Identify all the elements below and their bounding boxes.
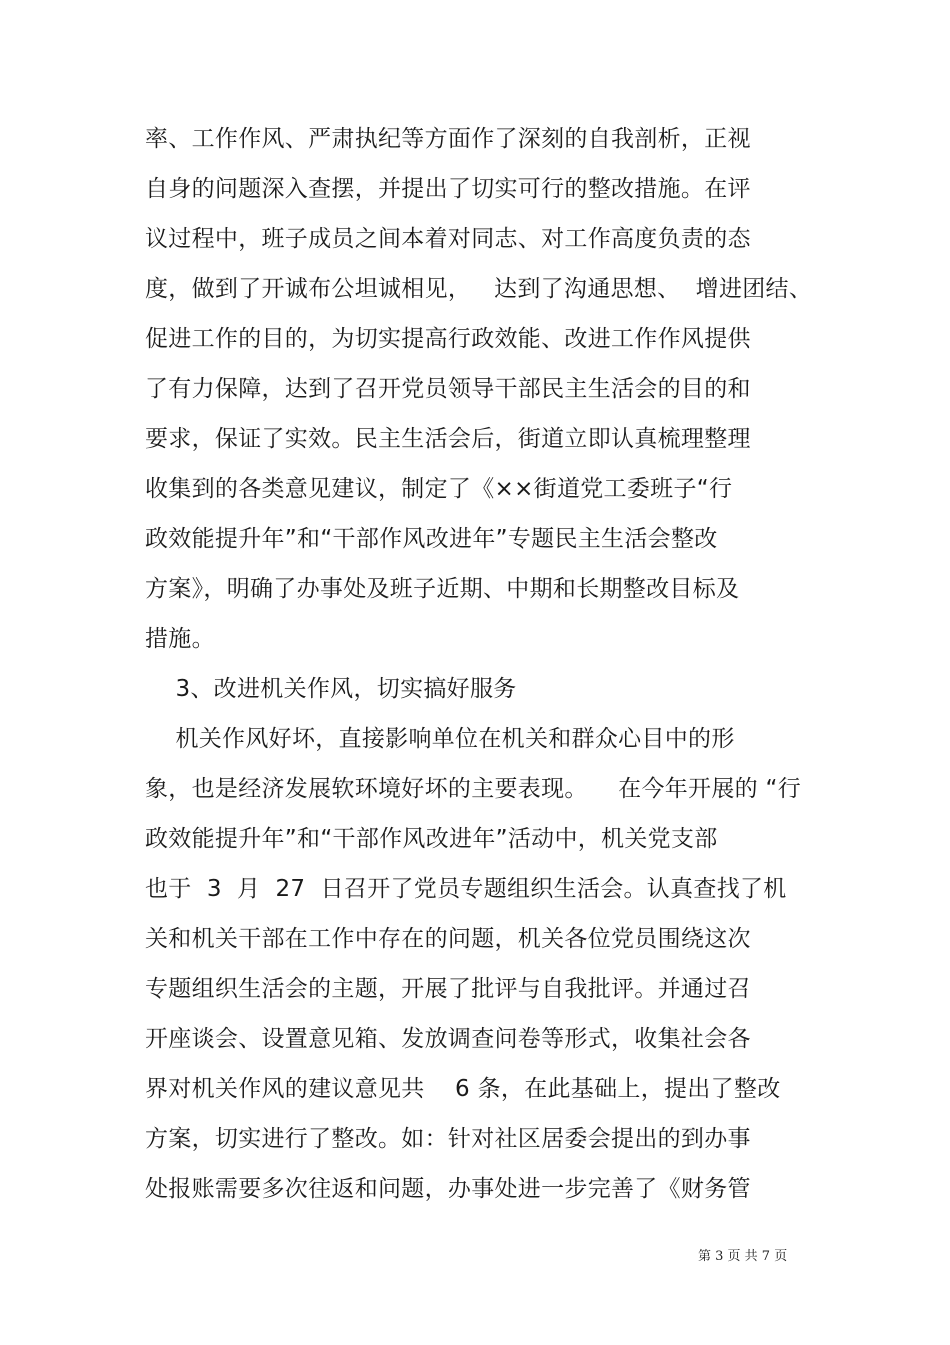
body-line-15: 政效能提升年”和“干部作风改进年”活动中，机关党支部 — [145, 826, 718, 852]
body-line-6: 了有力保障，达到了召开党员领导干部民主生活会的目的和 — [145, 376, 751, 402]
body-line-18: 专题组织生活会的主题，开展了批评与自我批评。并通过召 — [145, 976, 751, 1002]
body-line-3: 议过程中，班子成员之间本着对同志、对工作高度负责的态 — [145, 226, 751, 252]
body-line-20: 界对机关作风的建议意见共 6 条，在此基础上，提出了整改 — [145, 1076, 781, 1102]
body-line-5: 促进工作的目的，为切实提高行政效能、改进工作作风提供 — [145, 326, 751, 352]
body-line-17: 关和机关干部在工作中存在的问题，机关各位党员围绕这次 — [145, 926, 751, 952]
body-line-10: 方案》，明确了办事处及班子近期、中期和长期整改目标及 — [145, 576, 740, 602]
body-line-4: 度，做到了开诚布公坦诚相见， 达到了沟通思想、 增进团结、 — [145, 276, 813, 302]
body-line-19: 开座谈会、设置意见箱、发放调查问卷等形式，收集社会各 — [145, 1026, 751, 1052]
body-line-1: 率、工作作风、严肃执纪等方面作了深刻的自我剖析，正视 — [145, 126, 751, 152]
section-heading: 3、改进机关作风，切实搞好服务 — [145, 676, 517, 702]
body-line-14: 象，也是经济发展软环境好坏的主要表现。 在今年开展的 “行 — [145, 776, 802, 802]
body-line-13: 机关作风好坏，直接影响单位在机关和群众心目中的形 — [145, 726, 735, 752]
body-line-8: 收集到的各类意见建议，制定了《××街道党工委班子“行 — [145, 476, 733, 502]
body-line-2: 自身的问题深入查摆，并提出了切实可行的整改措施。在评 — [145, 176, 751, 202]
body-line-11: 措施。 — [145, 626, 215, 652]
body-line-16: 也于 3 月 27 日召开了党员专题组织生活会。认真查找了机 — [145, 876, 787, 902]
page-number: 第 3 页 共 7 页 — [698, 1249, 788, 1264]
body-line-9: 政效能提升年”和“干部作风改进年”专题民主生活会整改 — [145, 526, 718, 552]
body-line-22: 处报账需要多次往返和问题，办事处进一步完善了《财务管 — [145, 1176, 751, 1202]
body-line-21: 方案，切实进行了整改。如：针对社区居委会提出的到办事 — [145, 1126, 751, 1152]
body-line-7: 要求，保证了实效。民主生活会后，街道立即认真梳理整理 — [145, 426, 751, 452]
